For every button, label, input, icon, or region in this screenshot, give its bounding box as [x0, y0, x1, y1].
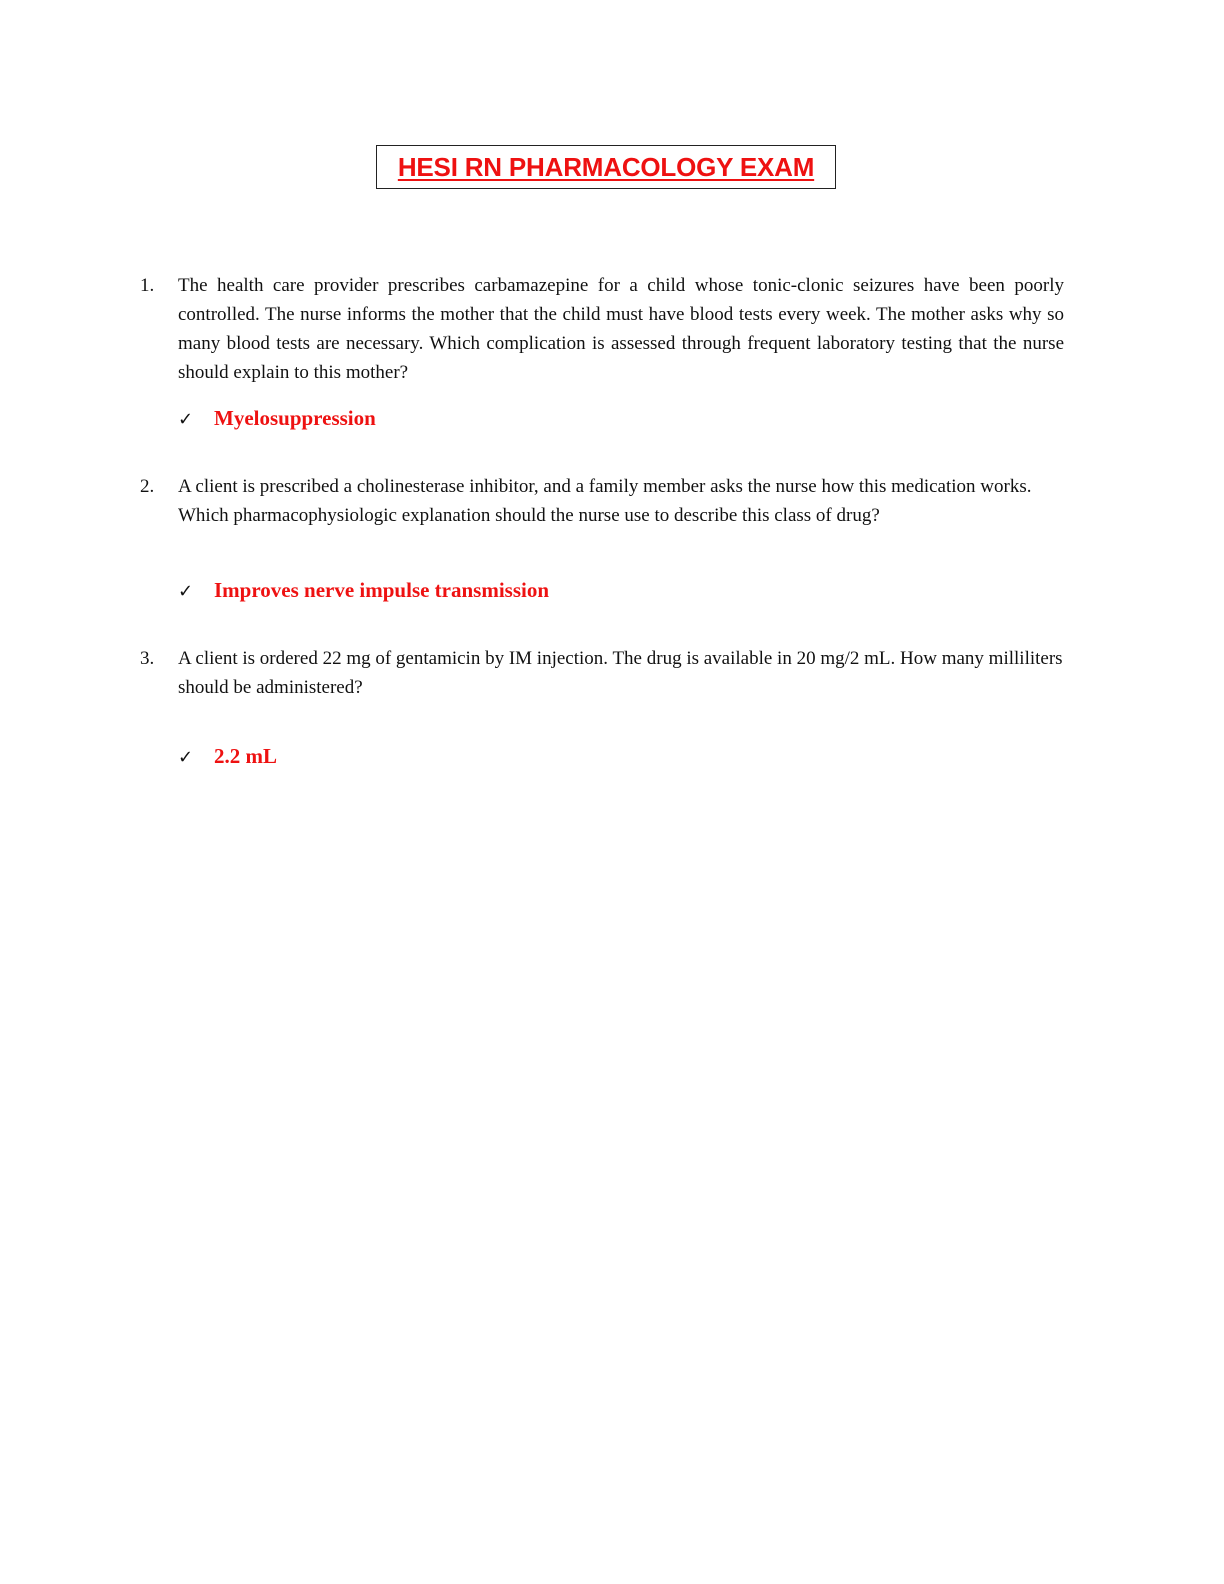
check-mark-icon: ✓ — [178, 747, 194, 768]
title-box — [376, 145, 836, 189]
question-number: 2. — [140, 476, 155, 497]
question-number: 3. — [140, 648, 155, 669]
question-text: A client is prescribed a cholinesterase inhibitor, and a family member asks the nurse how this medication works. Which pharmacophysiologic explanation should the nurse use to describe this class of drug? — [178, 476, 1032, 526]
answer-1 — [178, 406, 376, 431]
answer-2 — [178, 578, 549, 603]
answer-3 — [178, 744, 277, 769]
question-text: The health care provider prescribes carbamazepine for a child whose tonic-clonic seizures have been poorly controlled. The nurse informs the mother that the child must have blood tests every week. The mother asks why so many blood tests are necessary. Which complication is assessed through frequent laboratory testing that the nurse should explain to this mother? — [178, 275, 1064, 383]
answer-text: Improves nerve impulse transmission — [214, 578, 550, 602]
question-text: A client is ordered 22 mg of gentamicin by IM injection. The drug is available in 20 mg/2 mL. How many milliliters should be administered? — [178, 648, 1063, 698]
answer-text: 2.2 mL — [214, 744, 277, 768]
question-number: 1. — [140, 275, 155, 296]
check-mark-icon: ✓ — [178, 409, 194, 430]
answer-text: Myelosuppression — [214, 406, 376, 430]
page-title: HESI RN PHARMACOLOGY EXAM — [397, 151, 815, 182]
check-mark-icon: ✓ — [178, 581, 194, 602]
